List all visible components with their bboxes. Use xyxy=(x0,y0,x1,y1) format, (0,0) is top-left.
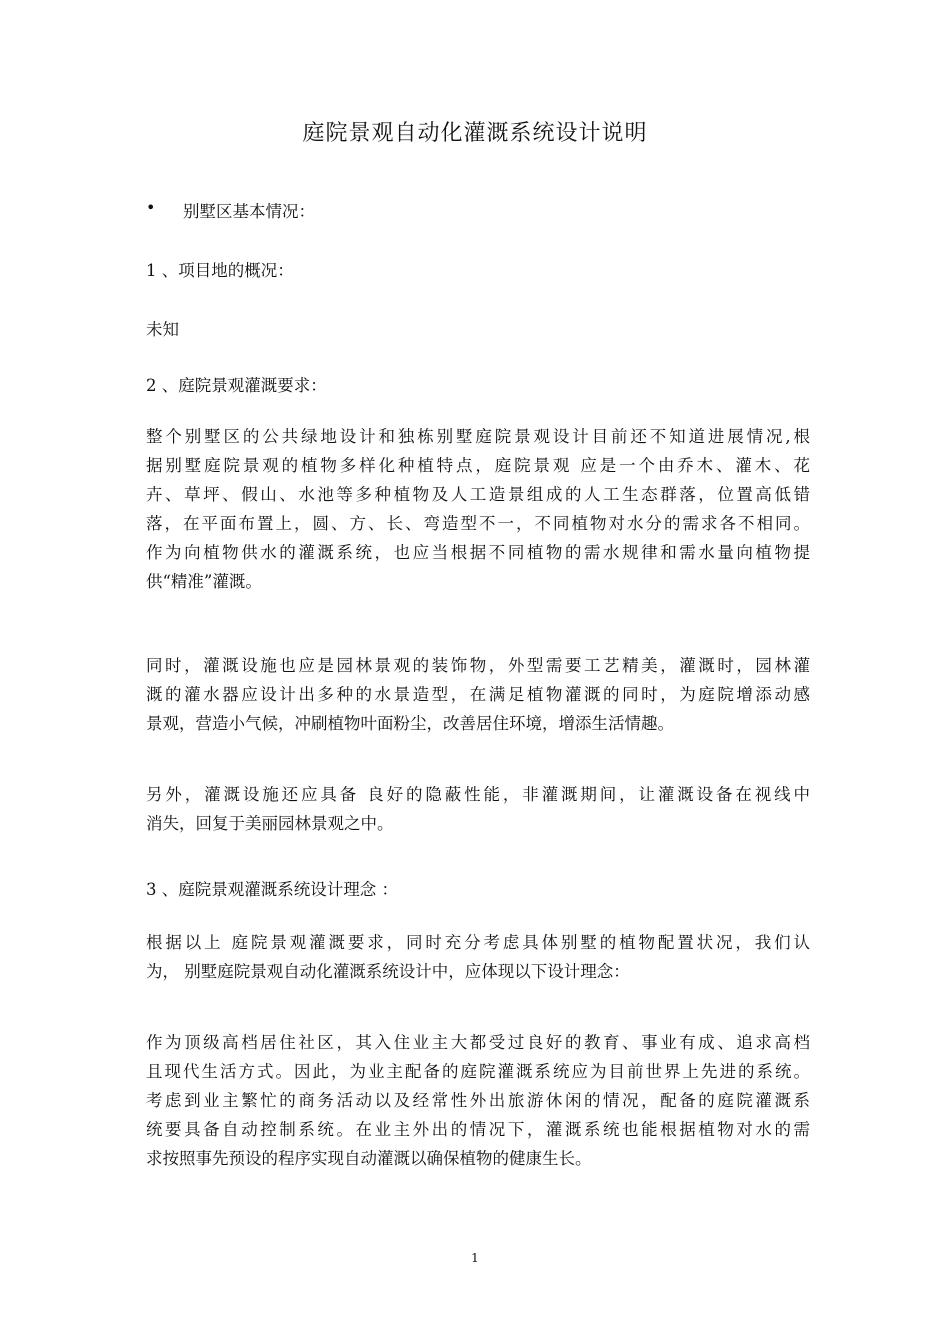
paragraph-line: 落，在平面布置上，圆、方、长、弯造型不一，不同植物对水分的需求各不相同。 xyxy=(146,514,810,533)
section-2-heading: 2 、庭院景观灌溉要求： xyxy=(146,376,327,395)
paragraph-line: 作为顶级高档居住社区，其入住业主大都受过良好的教育、事业有成、追求高档 xyxy=(146,1033,810,1052)
paragraph-concealment xyxy=(146,780,810,838)
document-title: 庭院景观自动化灌溉系统设计说明 xyxy=(302,121,648,146)
paragraph-line: 溉的灌水器应设计出多种的水景造型，在满足植物灌溉的同时，为庭院增添动感 xyxy=(146,685,810,704)
paragraph-line: 景观，营造小气候，冲刷植物叶面粉尘，改善居住环境，增添生活情趣。 xyxy=(146,714,674,733)
section-3-heading: 3 、庭院景观灌溉系统设计理念 ： xyxy=(146,880,398,899)
paragraph-line: 为， 别墅庭院景观自动化灌溉系统设计中，应体现以下设计理念： xyxy=(146,962,630,981)
paragraph-line: 同时，灌溉设施也应是园林景观的装饰物，外型需要工艺精美，灌溉时，园林灌 xyxy=(146,656,810,675)
paragraph-design-basis xyxy=(146,928,810,986)
paragraph-line: 整个别墅区的公共绿地设计和独栋别墅庭院景观设计目前还不知道进展情况,根 xyxy=(146,427,810,446)
paragraph-decorative-facilities xyxy=(146,651,810,738)
paragraph-line: 供“精准”灌溉。 xyxy=(146,572,262,591)
section-1-heading: 1 、项目地的概况： xyxy=(146,261,294,280)
paragraph-line: 另外，灌溉设施还应具备 良好的隐蔽性能，非灌溉期间，让灌溉设备在视线中 xyxy=(146,785,810,804)
paragraph-design-philosophy xyxy=(146,1028,810,1173)
bullet-symbol: • xyxy=(146,198,156,217)
bullet-heading: 别墅区基本情况： xyxy=(183,202,315,221)
paragraph-line: 考虑到业主繁忙的商务活动以及经常性外出旅游休闲的情况，配备的庭院灌溉系 xyxy=(146,1091,810,1110)
paragraph-line: 消失，回复于美丽园林景观之中。 xyxy=(146,814,394,833)
paragraph-line: 且现代生活方式。因此，为业主配备的庭院灌溉系统应为目前世界上先进的系统。 xyxy=(146,1062,810,1081)
paragraph-line: 据别墅庭院景观的植物多样化种植特点，庭院景观 应是一个由乔木、灌木、花 xyxy=(146,456,810,475)
paragraph-line: 卉、草坪、假山、水池等多种植物及人工造景组成的人工生态群落，位置高低错 xyxy=(146,485,810,504)
section-1-body: 未知 xyxy=(146,320,179,339)
paragraph-line: 求按照事先预设的程序实现自动灌溉以确保植物的健康生长。 xyxy=(146,1149,592,1168)
page-number: 1 xyxy=(471,1251,479,1265)
paragraph-line: 根据以上 庭院景观灌溉要求，同时充分考虑具体别墅的植物配置状况，我们认 xyxy=(146,933,810,952)
paragraph-irrigation-requirements xyxy=(146,422,810,596)
paragraph-line: 统要具备自动控制系统。在业主外出的情况下，灌溉系统也能根据植物对水的需 xyxy=(146,1120,810,1139)
paragraph-line: 作为向植物供水的灌溉系统，也应当根据不同植物的需水规律和需水量向植物提 xyxy=(146,543,810,562)
